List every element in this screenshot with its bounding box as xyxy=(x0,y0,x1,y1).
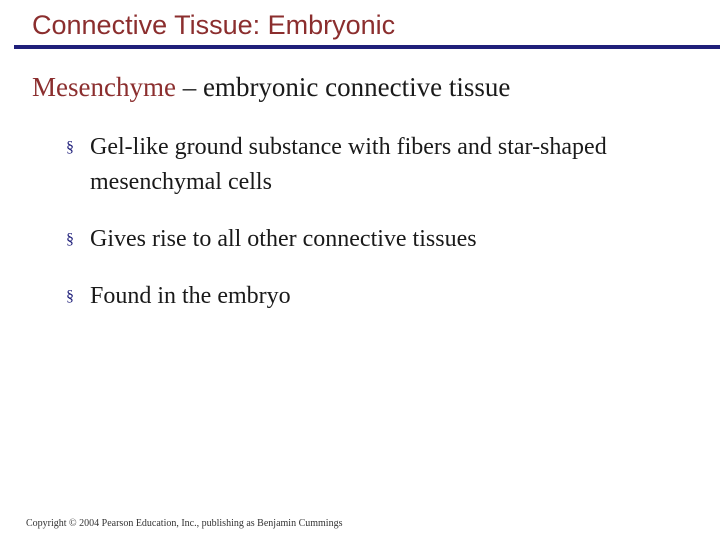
bullet-item xyxy=(66,130,666,200)
copyright-footer: Copyright © 2004 Pearson Education, Inc., publishing as Benjamin Cummings xyxy=(26,518,343,529)
subtitle-term: Mesenchyme xyxy=(32,72,176,102)
bullet-text: Found in the embryo xyxy=(90,283,291,309)
title-divider xyxy=(14,45,720,49)
bullet-item xyxy=(66,279,666,314)
bullet-item xyxy=(66,222,666,257)
slide-title: Connective Tissue: Embryonic xyxy=(32,10,396,40)
slide-subtitle xyxy=(32,72,510,103)
bullet-text: Gives rise to all other connective tissues xyxy=(90,226,477,252)
bullet-marker-icon: § xyxy=(66,231,74,248)
bullet-marker-icon: § xyxy=(66,139,74,156)
bullet-list xyxy=(66,130,666,314)
bullet-marker-icon: § xyxy=(66,288,74,305)
subtitle-definition: – embryonic connective tissue xyxy=(175,72,511,102)
bullet-text: Gel-like ground substance with fibers and star-shaped mesenchymal cells xyxy=(90,134,607,195)
